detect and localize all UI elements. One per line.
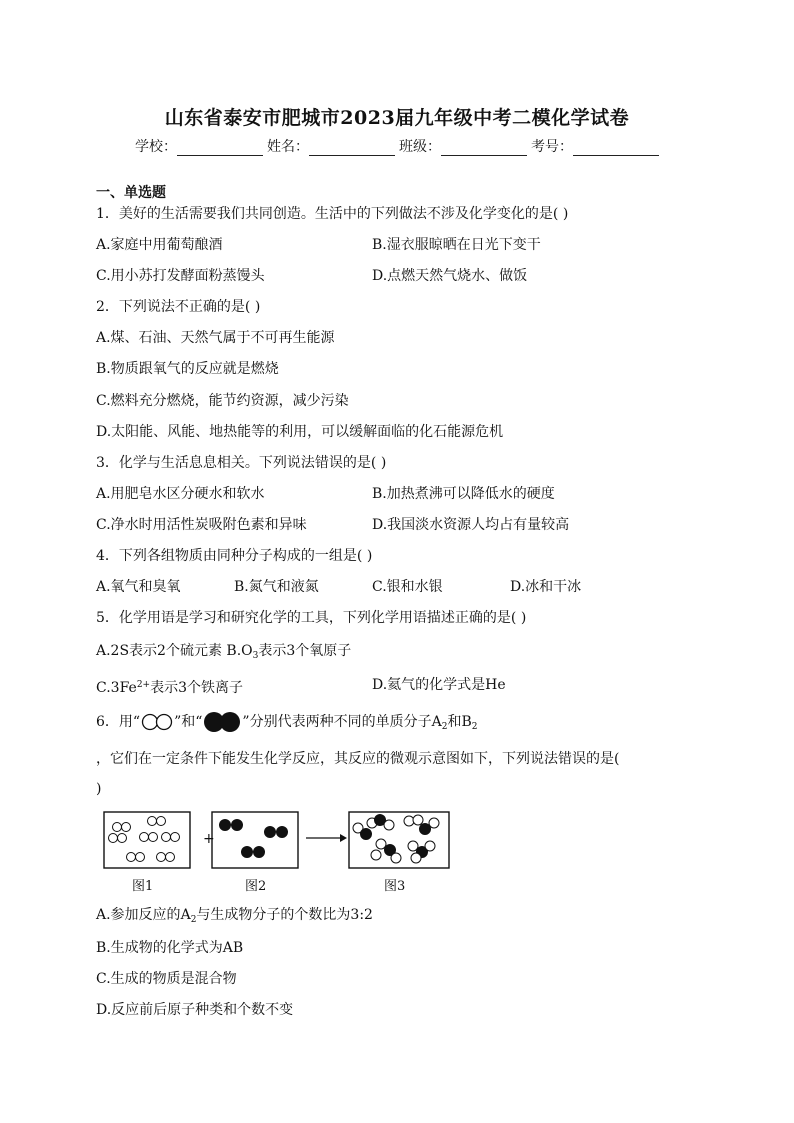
q4-option-a: A.氧气和臭氧	[96, 579, 181, 595]
school-field	[135, 136, 263, 156]
molecule-a-symbol: A	[431, 714, 442, 730]
q6-stem-part: ”分别代表两种不同的单质分子	[242, 714, 432, 730]
q5-option-ab-text: A.2S表示2个硫元素 B.	[96, 643, 242, 659]
section-heading: 一、单选题	[96, 185, 166, 201]
q5-ozone-subscript: 3	[252, 651, 259, 661]
q4-option-c: C.银和水银	[372, 579, 443, 595]
q6-stem	[96, 710, 477, 737]
q5-option-c	[96, 675, 243, 698]
figure-2-caption: 图2	[245, 879, 267, 894]
school-label: 学校：	[135, 139, 177, 155]
q5-option-b-text: 表示3个氧原子	[258, 643, 352, 659]
q5-iron-ion-charge: 2+	[136, 680, 151, 690]
name-blank[interactable]	[309, 139, 395, 156]
q5-option-ab	[96, 641, 351, 666]
student-info-row	[0, 136, 794, 156]
q2-option-c: C.燃料充分燃烧，能节约资源，减少污染	[96, 393, 349, 409]
q6-option-a-formula: A	[180, 907, 191, 923]
q6-stem-part: 6．用“	[96, 714, 141, 730]
q3-stem: 3．化学与生活息息相关。下列说法错误的是( )	[96, 455, 387, 471]
q1-option-c: C.用小苏打发酵面粉蒸馒头	[96, 268, 265, 284]
molecule-b-subscript: 2	[471, 722, 478, 732]
q6-option-a-text: 与生成物分子的个数比为3:2	[196, 907, 373, 923]
q5-option-c-text: 表示3个铁离子	[150, 680, 244, 696]
white-molecule-icon	[140, 712, 174, 732]
q6-option-b: B.生成物的化学式为AB	[96, 940, 244, 956]
q1-option-d: D.点燃天然气烧水、做饭	[372, 268, 528, 284]
q6-stem-part: 和	[447, 714, 462, 730]
figure-3-caption: 图3	[384, 879, 406, 894]
q6-option-d: D.反应前后原子种类和个数不变	[96, 1002, 294, 1018]
reaction-diagram	[100, 808, 460, 898]
figure-1-caption: 图1	[132, 879, 154, 894]
molecule-a-subscript: 2	[441, 722, 448, 732]
q3-option-b: B.加热煮沸可以降低水的硬度	[372, 486, 555, 502]
exam-title: 山东省泰安市肥城市2023届九年级中考二模化学试卷	[164, 107, 630, 129]
q1-option-b: B.湿衣服晾晒在日光下变干	[372, 237, 541, 253]
exam-number-field	[531, 136, 659, 156]
q6-stem-part: ”和“	[174, 714, 203, 730]
q5-option-c-prefix: C.	[96, 680, 111, 696]
figure-2-box	[212, 812, 298, 868]
q6-option-a-subscript: 2	[190, 915, 197, 925]
q3-option-c: C.净水时用活性炭吸附色素和异味	[96, 517, 307, 533]
class-label: 班级：	[399, 139, 441, 155]
q5-iron-ion-formula: 3Fe	[110, 680, 137, 696]
q6-stem-line2: ，它们在一定条件下能发生化学反应，其反应的微观示意图如下，下列说法错误的是(	[96, 751, 620, 767]
q1-stem: 1．美好的生活需要我们共同创造。生活中的下列做法不涉及化学变化的是( )	[96, 206, 569, 222]
black-molecule-icon	[202, 710, 242, 734]
q5-option-d: D.氦气的化学式是He	[372, 677, 506, 693]
school-blank[interactable]	[177, 139, 263, 156]
figure-3-box	[349, 812, 449, 868]
q3-option-a: A.用肥皂水区分硬水和软水	[96, 486, 265, 502]
q6-stem-line3: )	[96, 781, 102, 797]
q6-option-a	[96, 905, 373, 930]
plus-sign: +	[203, 831, 215, 847]
q2-stem: 2．下列说法不正确的是( )	[96, 299, 261, 315]
class-field	[399, 136, 527, 156]
exam-number-label: 考号：	[531, 139, 573, 155]
q5-stem: 5．化学用语是学习和研究化学的工具，下列化学用语描述正确的是( )	[96, 610, 527, 626]
q2-option-d: D.太阳能、风能、地热能等的利用，可以缓解面临的化石能源危机	[96, 424, 504, 440]
name-label: 姓名：	[267, 139, 309, 155]
q1-option-a: A.家庭中用葡萄酿酒	[96, 237, 223, 253]
class-blank[interactable]	[441, 139, 527, 156]
reaction-arrow	[306, 834, 347, 842]
q3-option-d: D.我国淡水资源人均占有量较高	[372, 517, 570, 533]
name-field	[267, 136, 395, 156]
exam-number-blank[interactable]	[573, 139, 659, 156]
q4-option-b: B.氮气和液氮	[234, 579, 319, 595]
q6-option-c: C.生成的物质是混合物	[96, 971, 237, 987]
q5-ozone-formula: O	[241, 643, 253, 659]
q4-stem: 4．下列各组物质由同种分子构成的一组是( )	[96, 548, 373, 564]
molecule-b-symbol: B	[461, 714, 472, 730]
q2-option-b: B.物质跟氧气的反应就是燃烧	[96, 361, 279, 377]
q2-option-a: A.煤、石油、天然气属于不可再生能源	[96, 330, 335, 346]
figure-1-box	[104, 812, 190, 868]
q6-option-a-prefix: A.参加反应的	[96, 907, 181, 923]
q4-option-d: D.冰和干冰	[510, 579, 582, 595]
